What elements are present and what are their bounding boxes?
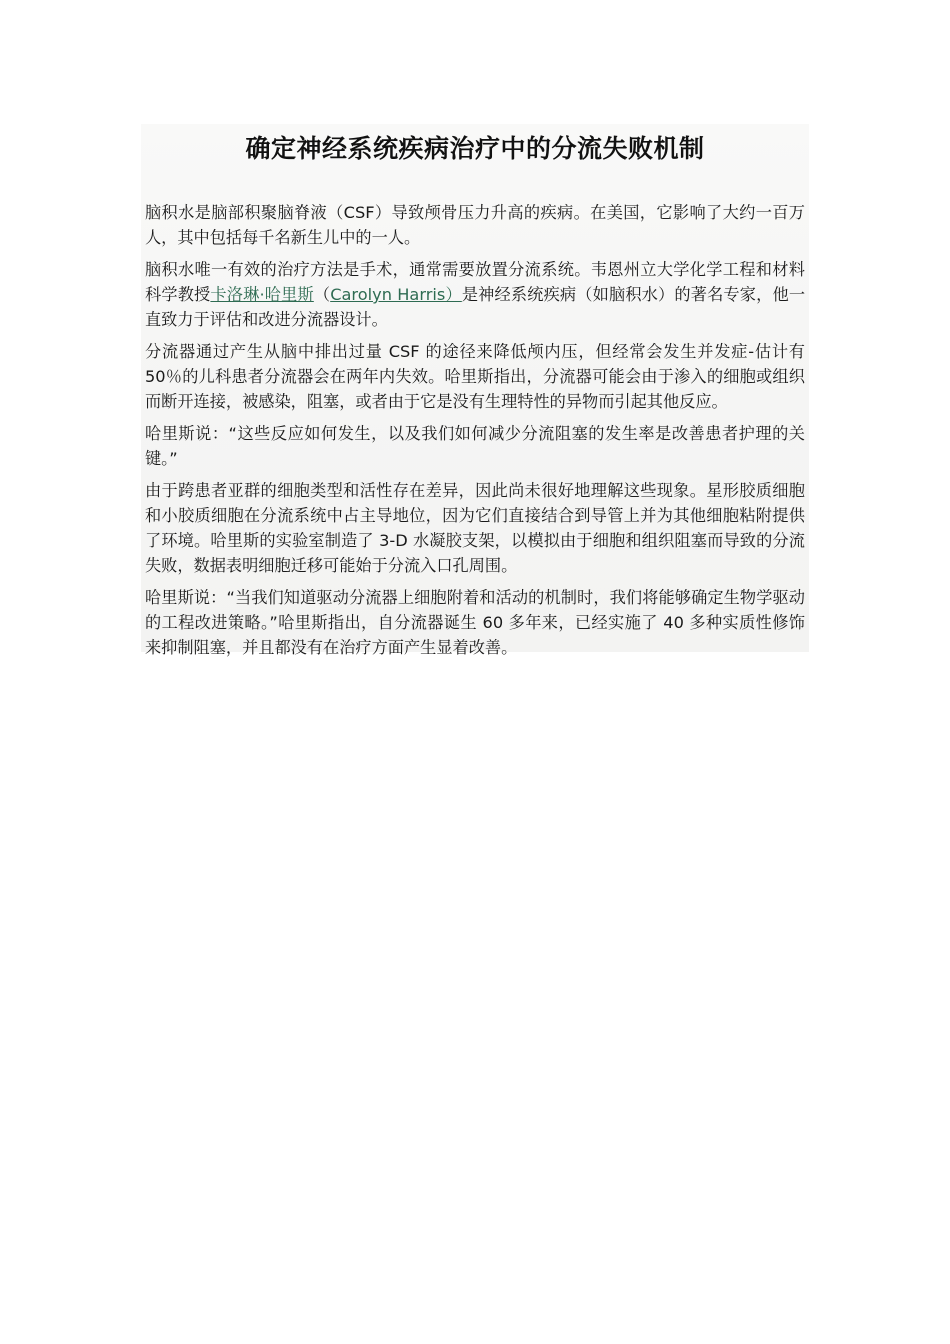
- article-panel: [141, 124, 809, 657]
- author-link-chinese[interactable]: 卡洛琳·哈里斯: [210, 285, 314, 304]
- article-title: 确定神经系统疾病治疗中的分流失败机制: [245, 134, 705, 163]
- paragraph-2-text-before: 脑积水唯一有效的治疗方法是手术，通常需要放置分流系统。韦恩州立大学化学工程和材料科学教授: [145, 260, 805, 304]
- paragraph-2: [145, 257, 805, 332]
- paragraph-6: 哈里斯说：“当我们知道驱动分流器上细胞附着和活动的机制时，我们将能够确定生物学驱动的工程改进策略。”哈里斯指出，自分流器诞生 60 多年来，已经实施了 40 多种实质性修饰来抑制阻塞，并且都没有在治疗方面产生显着改善。: [145, 588, 805, 657]
- author-link-english[interactable]: Carolyn Harris）: [330, 285, 462, 304]
- paragraph-2-text-after: 是神经系统疾病（如脑积水）的著名专家，他一直致力于评估和改进分流器设计。: [145, 285, 806, 329]
- paragraph-4: 哈里斯说：“这些反应如何发生，以及我们如何减少分流阻塞的发生率是改善患者护理的关键。”: [145, 424, 805, 468]
- paragraph-2-paren: （: [313, 285, 331, 304]
- paragraph-3: 分流器通过产生从脑中排出过量 CSF 的途径来降低颅内压，但经常会发生并发症-估计有 50％的儿科患者分流器会在两年内失效。哈里斯指出，分流器可能会由于渗入的细胞或组织而断开连接，被感染，阻塞，或者由于它是没有生理特性的异物而引起其他反应。: [145, 342, 805, 411]
- paragraph-5: 由于跨患者亚群的细胞类型和活性存在差异，因此尚未很好地理解这些现象。星形胶质细胞和小胶质细胞在分流系统中占主导地位，因为它们直接结合到导管上并为其他细胞粘附提供了环境。哈里斯的实验室制造了 3-D 水凝胶支架，以模拟由于细胞和组织阻塞而导致的分流失败，数据表明细胞迁移可能始于分流入口孔周围。: [145, 481, 805, 575]
- paragraph-1: 脑积水是脑部积聚脑脊液（CSF）导致颅骨压力升高的疾病。在美国，它影响了大约一百万人，其中包括每千名新生儿中的一人。: [145, 203, 805, 247]
